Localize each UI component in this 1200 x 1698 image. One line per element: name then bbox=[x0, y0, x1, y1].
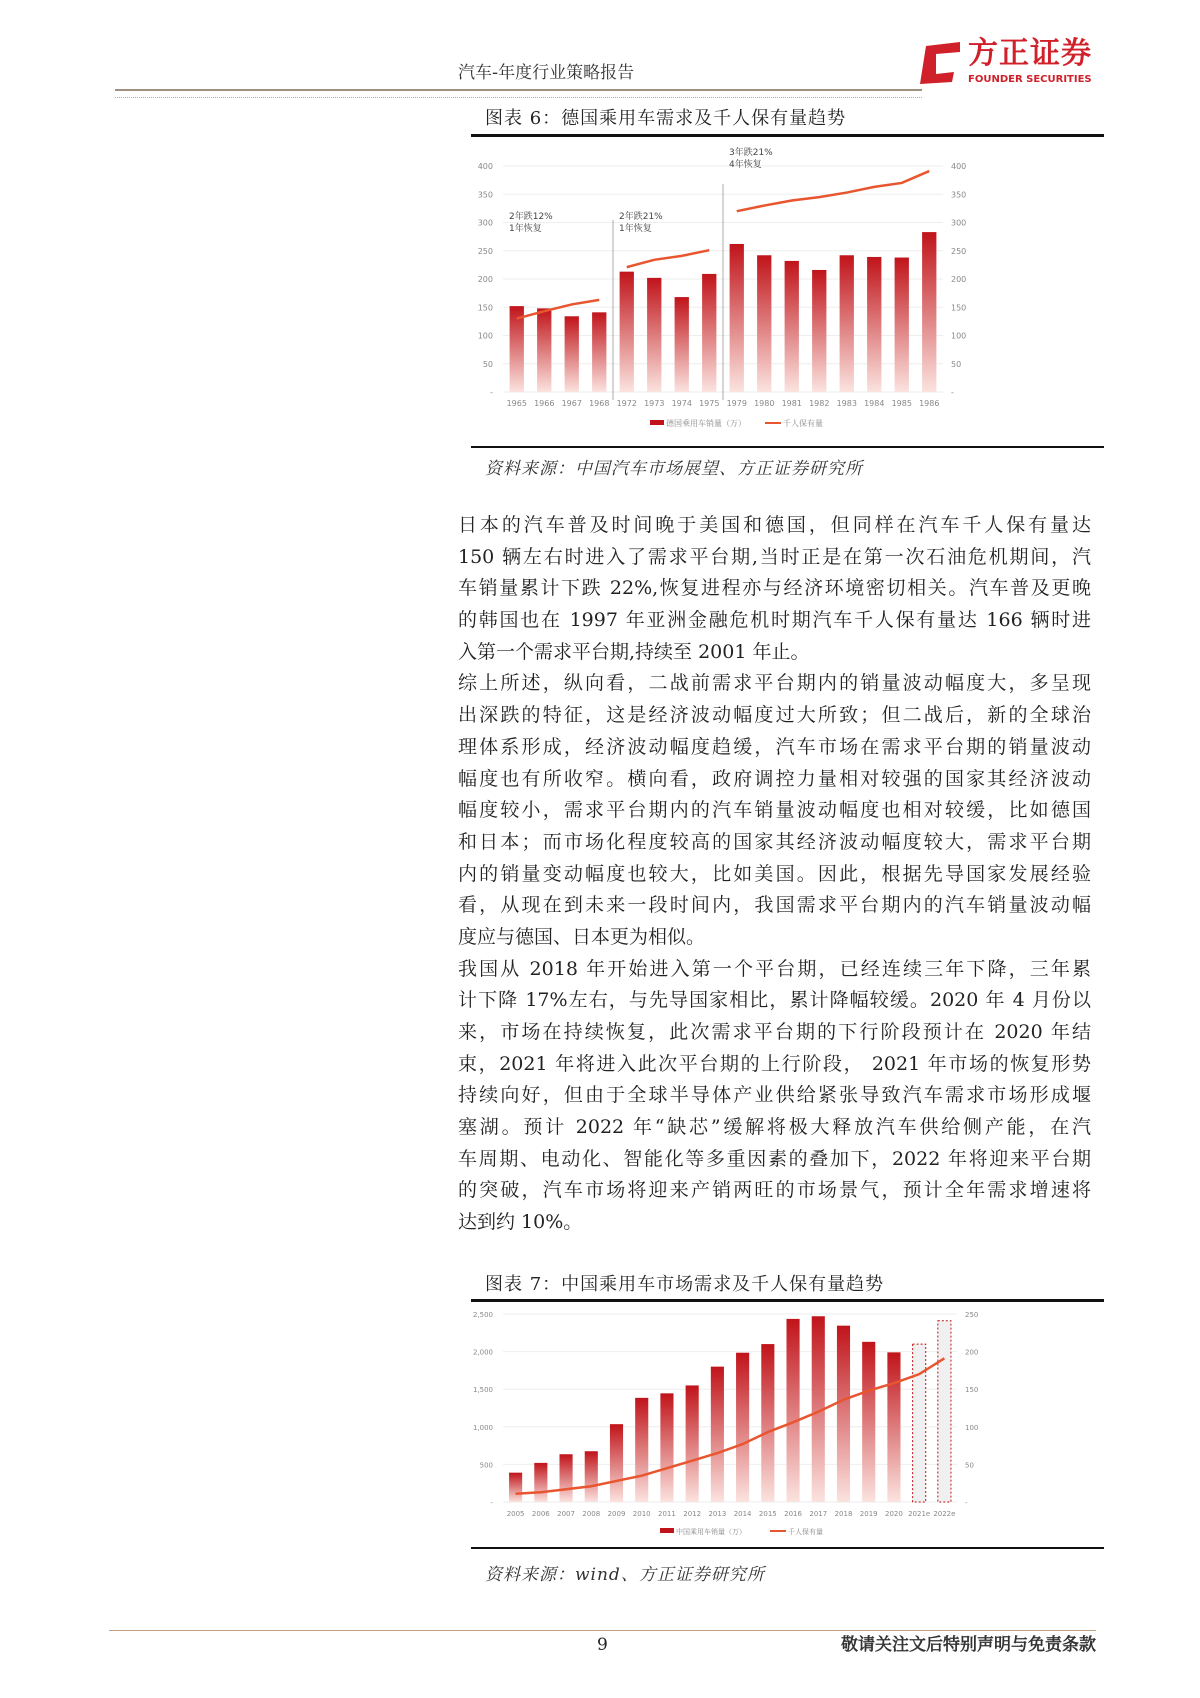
x-tick-label: 1975 bbox=[699, 399, 720, 408]
y-tick-label: 200 bbox=[477, 275, 493, 284]
x-tick-label: 1979 bbox=[726, 399, 747, 408]
x-tick-label: 1986 bbox=[919, 399, 940, 408]
bar bbox=[812, 270, 826, 392]
y2-tick-label: 100 bbox=[951, 331, 967, 341]
bar bbox=[736, 1353, 749, 1502]
paragraph-line: 持续向好，但由于全球半导体产业供给紧张导致汽车需求市场形成堰 bbox=[458, 1084, 1091, 1107]
paragraph-line: 计下降 17%左右，与先导国家相比，累计降幅较缓。2020 年 4 月份以 bbox=[458, 989, 1091, 1012]
y-tick-label: 1,000 bbox=[472, 1423, 493, 1432]
legend-bar-swatch bbox=[650, 420, 664, 425]
x-tick-label: 1983 bbox=[836, 399, 857, 408]
y-tick-label: - bbox=[490, 1499, 493, 1507]
x-tick-label: 2017 bbox=[809, 1510, 828, 1518]
bar bbox=[537, 308, 551, 392]
x-tick-label: 1981 bbox=[781, 399, 802, 408]
paragraph-line: 的韩国也在 1997 年亚洲金融危机时期汽车千人保有量达 166 辆时进 bbox=[458, 609, 1091, 632]
estimated-bar bbox=[913, 1344, 926, 1502]
x-tick-label: 1980 bbox=[754, 399, 775, 408]
y2-tick-label: 150 bbox=[951, 303, 967, 313]
germany-chart bbox=[460, 142, 1100, 440]
bar bbox=[509, 1473, 522, 1502]
bar bbox=[559, 1454, 572, 1502]
y2-tick-label: 150 bbox=[965, 1386, 979, 1395]
x-tick-label: 1974 bbox=[671, 399, 692, 408]
x-tick-label: 1982 bbox=[809, 399, 830, 408]
y2-tick-label: 200 bbox=[965, 1348, 979, 1357]
figure6-bottom-rule bbox=[471, 446, 1104, 448]
x-tick-label: 2020 bbox=[885, 1510, 903, 1518]
bar bbox=[585, 1451, 598, 1502]
paragraph-line: 幅度也有所收窄。横向看，政府调控力量相对较强的国家其经济波动 bbox=[458, 767, 1091, 790]
y-tick-label: 250 bbox=[477, 246, 493, 256]
paragraph-line: 来，市场在持续恢复，此次需求平台期的下行阶段预计在 2020 年结 bbox=[458, 1021, 1091, 1043]
paragraph-line: 和日本；而市场化程度较高的国家其经济波动幅度较大，需求平台期 bbox=[458, 830, 1091, 853]
legend-line-label: 千人保有量 bbox=[783, 419, 823, 428]
x-tick-label: 2008 bbox=[582, 1510, 601, 1518]
y-tick-label: 350 bbox=[477, 190, 493, 200]
figure6-source: 资料来源：中国汽车市场展望、方正证券研究所 bbox=[485, 459, 863, 479]
logo-mark-icon bbox=[916, 38, 964, 86]
paragraph-line: 的突破，汽车市场将迎来产销两旺的市场景气，预计全年需求增速将 bbox=[458, 1179, 1091, 1202]
y2-tick-label: - bbox=[951, 388, 954, 397]
y-tick-label: - bbox=[490, 388, 493, 397]
founder-logo bbox=[916, 36, 1100, 88]
y-tick-label: 2,000 bbox=[472, 1348, 493, 1357]
figure7-title: 图表 7：中国乘用车市场需求及千人保有量趋势 bbox=[485, 1274, 885, 1295]
y-tick-label: 150 bbox=[477, 303, 493, 313]
x-tick-label: 2012 bbox=[683, 1510, 702, 1518]
paragraph-line: 综上所述，纵向看，二战前需求平台期内的销量波动幅度大，多呈现 bbox=[458, 672, 1091, 695]
figure6-top-rule bbox=[471, 134, 1104, 137]
x-tick-label: 1967 bbox=[561, 399, 582, 408]
annotation: 3年跌21% bbox=[729, 148, 773, 158]
x-tick-label: 1973 bbox=[644, 399, 665, 408]
x-tick-label: 2010 bbox=[632, 1510, 651, 1518]
paragraph-line: 理体系形成，经济波动幅度趋缓，汽车市场在需求平台期的销量波动 bbox=[458, 735, 1091, 758]
annotation: 4年恢复 bbox=[729, 160, 762, 170]
logo-text-cn: 方正证券 bbox=[968, 36, 1092, 71]
y-tick-label: 2,500 bbox=[472, 1311, 493, 1319]
x-tick-label: 2016 bbox=[784, 1510, 802, 1518]
bar bbox=[686, 1385, 699, 1502]
footer-divider bbox=[109, 1630, 1096, 1631]
figure7-bottom-rule bbox=[471, 1547, 1104, 1549]
bar bbox=[761, 1344, 774, 1502]
paragraph-line: 内的销量变动幅度也较大，比如美国。因此，根据先导国家发展经验 bbox=[458, 862, 1091, 885]
x-tick-label: 2006 bbox=[531, 1510, 550, 1518]
bar bbox=[510, 306, 524, 392]
x-tick-label: 1966 bbox=[534, 399, 555, 408]
x-tick-label: 1968 bbox=[589, 399, 610, 408]
x-tick-label: 2011 bbox=[658, 1510, 676, 1518]
paragraph-line: 幅度较小，需求平台期内的汽车销量波动幅度也相对较缓，比如德国 bbox=[458, 799, 1091, 822]
paragraph-line: 我国从 2018 年开始进入第一个平台期，已经连续三年下降，三年累 bbox=[458, 957, 1091, 980]
bar bbox=[675, 297, 689, 392]
x-tick-label: 1984 bbox=[864, 399, 885, 408]
paragraph-line: 150 辆左右时进入了需求平台期,当时正是在第一次石油危机期间，汽 bbox=[458, 545, 1091, 568]
annotation: 2年跌21% bbox=[619, 212, 663, 222]
figure7-top-rule bbox=[471, 1299, 1104, 1302]
annotation: 1年恢复 bbox=[619, 224, 652, 234]
annotation: 1年恢复 bbox=[509, 224, 542, 234]
bar bbox=[922, 232, 936, 392]
bar bbox=[592, 312, 606, 392]
bar bbox=[702, 274, 716, 392]
paragraph-line: 度应与德国、日本更为相似。 bbox=[458, 925, 706, 948]
x-tick-label: 1985 bbox=[891, 399, 912, 408]
legend-line-label: 千人保有量 bbox=[788, 1528, 823, 1536]
estimated-bar bbox=[938, 1321, 951, 1502]
y2-tick-label: 250 bbox=[951, 246, 967, 256]
paragraph-line: 塞湖。预计 2022 年“缺芯”缓解将极大释放汽车供给侧产能，在汽 bbox=[458, 1116, 1091, 1139]
paragraph-line: 看，从现在到未来一段时间内，我国需求平台期内的汽车销量波动幅 bbox=[458, 894, 1091, 917]
paragraph-line: 入第一个需求平台期,持续至 2001 年止。 bbox=[458, 640, 810, 663]
x-tick-label: 2007 bbox=[557, 1510, 575, 1518]
y-tick-label: 500 bbox=[479, 1461, 493, 1470]
y2-tick-label: 200 bbox=[951, 275, 967, 284]
bar bbox=[837, 1326, 850, 1502]
bar bbox=[730, 244, 744, 392]
bar bbox=[647, 278, 661, 392]
header-dotted-divider bbox=[115, 97, 922, 98]
y-tick-label: 400 bbox=[477, 162, 493, 171]
x-tick-label: 2013 bbox=[708, 1510, 727, 1518]
legend-bar-label: 中国乘用车销量（万） bbox=[676, 1528, 746, 1536]
y2-tick-label: 300 bbox=[951, 218, 967, 228]
series-line bbox=[737, 171, 930, 211]
bar bbox=[620, 272, 634, 392]
bar bbox=[565, 316, 579, 392]
y2-tick-label: 250 bbox=[965, 1311, 979, 1319]
bar bbox=[635, 1398, 648, 1502]
y-tick-label: 300 bbox=[477, 218, 493, 228]
x-tick-label: 2022e bbox=[933, 1510, 956, 1518]
x-tick-label: 2005 bbox=[506, 1510, 525, 1518]
x-tick-label: 2019 bbox=[859, 1510, 878, 1518]
bar bbox=[840, 255, 854, 392]
x-tick-label: 2009 bbox=[607, 1510, 626, 1518]
bar bbox=[895, 258, 909, 392]
paragraph-line: 出深跌的特征，这是经济波动幅度过大所致；但二战后，新的全球治 bbox=[458, 704, 1091, 727]
y2-tick-label: 400 bbox=[951, 162, 967, 171]
y-tick-label: 1,500 bbox=[472, 1386, 493, 1395]
bar bbox=[862, 1342, 875, 1502]
series-line bbox=[516, 1358, 945, 1493]
x-tick-label: 1972 bbox=[616, 399, 637, 408]
page-number: 9 bbox=[597, 1635, 608, 1655]
y2-tick-label: - bbox=[965, 1499, 968, 1507]
x-tick-label: 2014 bbox=[733, 1510, 752, 1518]
paragraph-line: 达到约 10%。 bbox=[458, 1211, 583, 1234]
paragraph-line: 日本的汽车普及时间晚于美国和德国，但同样在汽车千人保有量达 bbox=[458, 514, 1091, 536]
y-tick-label: 50 bbox=[482, 359, 493, 369]
bar bbox=[711, 1367, 724, 1502]
figure6-title: 图表 6：德国乘用车需求及千人保有量趋势 bbox=[485, 108, 847, 129]
paragraph-line: 束，2021 年将进入此次平台期的上行阶段， 2021 年市场的恢复形势 bbox=[458, 1052, 1091, 1075]
y-tick-label: 100 bbox=[477, 331, 493, 341]
logo-text-en: FOUNDER SECURITIES bbox=[968, 74, 1092, 85]
legend-bar-swatch bbox=[660, 1528, 674, 1533]
china-chart bbox=[460, 1304, 1100, 1544]
y2-tick-label: 50 bbox=[951, 359, 962, 369]
bar bbox=[534, 1463, 547, 1502]
paragraph-line: 车销量累计下跌 22%,恢复进程亦与经济环境密切相关。汽车普及更晚 bbox=[458, 577, 1091, 600]
y2-tick-label: 100 bbox=[965, 1423, 979, 1432]
report-header-title: 汽车-年度行业策略报告 bbox=[458, 63, 635, 83]
footer-disclaimer: 敬请关注文后特别声明与免责条款 bbox=[841, 1635, 1096, 1655]
series-line bbox=[517, 300, 600, 319]
paragraph-line: 车周期、电动化、智能化等多重因素的叠加下，2022 年将迎来平台期 bbox=[458, 1147, 1091, 1170]
bar bbox=[887, 1352, 900, 1502]
body-text bbox=[458, 510, 1091, 1239]
header-divider bbox=[115, 89, 922, 91]
x-tick-label: 2018 bbox=[834, 1510, 853, 1518]
series-line bbox=[627, 250, 710, 267]
y2-tick-label: 50 bbox=[965, 1461, 974, 1470]
x-tick-label: 2021e bbox=[908, 1510, 931, 1518]
bar bbox=[610, 1424, 623, 1502]
y2-tick-label: 350 bbox=[951, 190, 967, 200]
bar bbox=[660, 1393, 673, 1502]
bar bbox=[785, 261, 799, 392]
bar bbox=[867, 257, 881, 392]
x-tick-label: 1965 bbox=[506, 399, 527, 408]
annotation: 2年跌12% bbox=[509, 212, 553, 222]
legend-bar-label: 德国乘用车销量（万） bbox=[666, 419, 746, 428]
x-tick-label: 2015 bbox=[758, 1510, 777, 1518]
figure7-source: 资料来源：wind、方正证券研究所 bbox=[485, 1565, 765, 1585]
bar bbox=[786, 1319, 799, 1502]
bar bbox=[757, 255, 771, 392]
